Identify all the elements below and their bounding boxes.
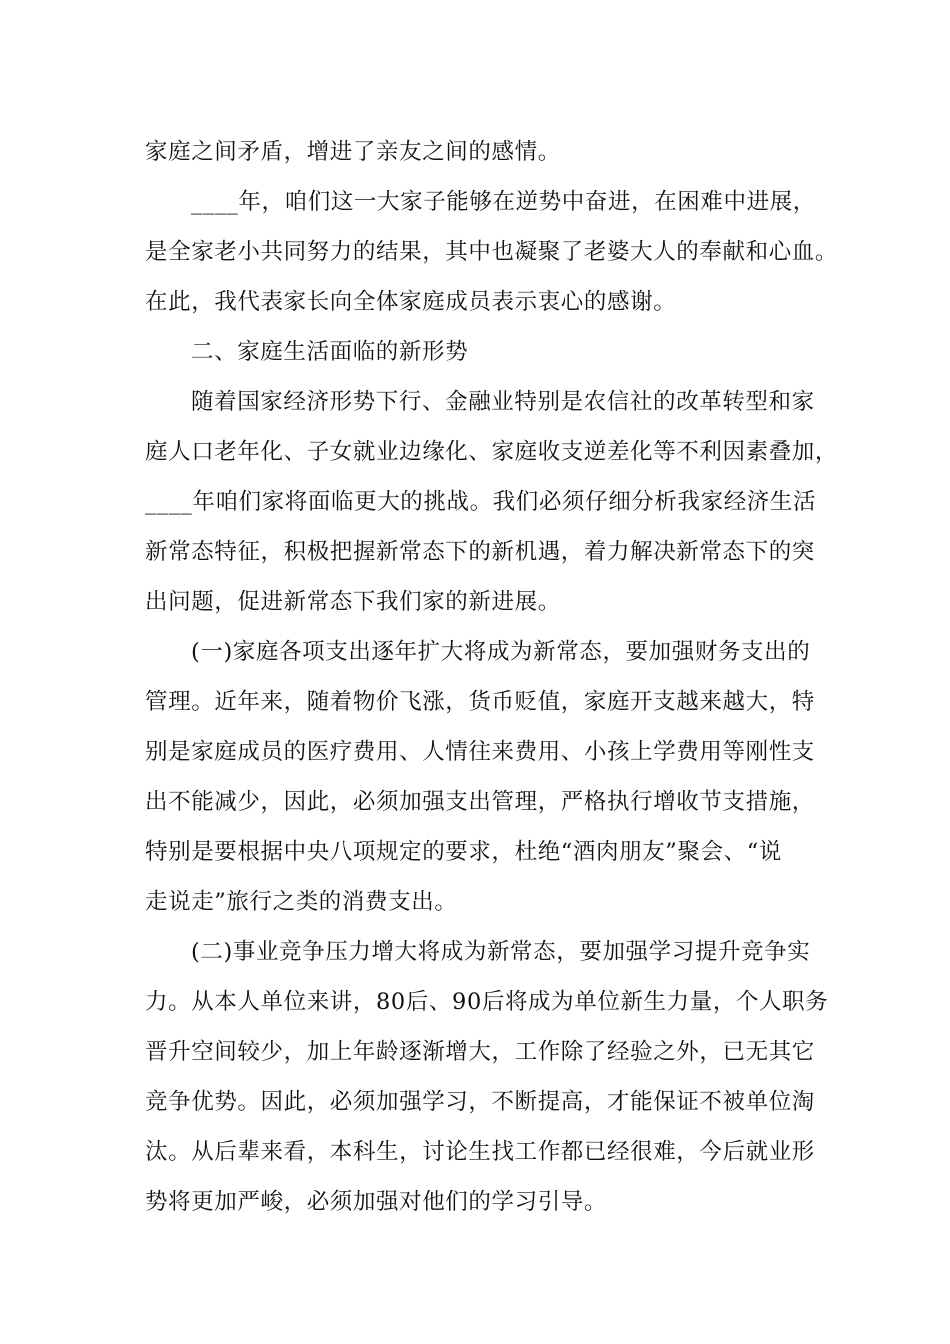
paragraph-line: 管理。近年来，随着物价飞涨，货币贬值，家庭开支越来越大，特	[145, 689, 815, 715]
paragraph-line: (一)家庭各项支出逐年扩大将成为新常态，要加强财务支出的	[191, 639, 811, 665]
paragraph-line: 出问题，促进新常态下我们家的新进展。	[145, 589, 561, 615]
paragraph-line: 家庭之间矛盾，增进了亲友之间的感情。	[145, 139, 561, 165]
paragraph-line: ____年，咱们这一大家子能够在逆势中奋进，在困难中进展，	[191, 189, 816, 215]
paragraph-line: 汰。从后辈来看，本科生，讨论生找工作都已经很难，今后就业形	[145, 1139, 815, 1165]
paragraph-line: 力。从本人单位来讲，80后、90后将成为单位新生力量，个人职务	[145, 989, 829, 1015]
paragraph-line: 是全家老小共同努力的结果，其中也凝聚了老婆大人的奉献和心血。	[145, 239, 839, 265]
paragraph-line: ____年咱们家将面临更大的挑战。我们必须仔细分析我家经济生活	[145, 489, 817, 515]
paragraph-line: 庭人口老年化、子女就业边缘化、家庭收支逆差化等不利因素叠加，	[145, 439, 839, 465]
paragraph-line: 新常态特征，积极把握新常态下的新机遇，着力解决新常态下的突	[145, 539, 815, 565]
paragraph-line: 势将更加严峻，必须加强对他们的学习引导。	[145, 1189, 608, 1215]
paragraph-line: 在此，我代表家长向全体家庭成员表示衷心的感谢。	[145, 289, 677, 315]
paragraph-line: 随着国家经济形势下行、金融业特别是农信社的改革转型和家	[191, 389, 815, 415]
section-heading: 二、家庭生活面临的新形势	[191, 339, 469, 365]
paragraph-line: 走说走”旅行之类的消费支出。	[145, 889, 458, 915]
paragraph-line: 别是家庭成员的医疗费用、人情往来费用、小孩上学费用等刚性支	[145, 739, 815, 765]
paragraph-line: 特别是要根据中央八项规定的要求，杜绝“酒肉朋友”聚会、“说	[145, 839, 782, 865]
paragraph-line: 晋升空间较少，加上年龄逐渐增大，工作除了经验之外，已无其它	[145, 1039, 815, 1065]
paragraph-line: 出不能减少，因此，必须加强支出管理，严格执行增收节支措施，	[145, 789, 815, 815]
paragraph-line: (二)事业竞争压力增大将成为新常态，要加强学习提升竞争实	[191, 939, 811, 965]
paragraph-line: 竞争优势。因此，必须加强学习，不断提高，才能保证不被单位淘	[145, 1089, 815, 1115]
